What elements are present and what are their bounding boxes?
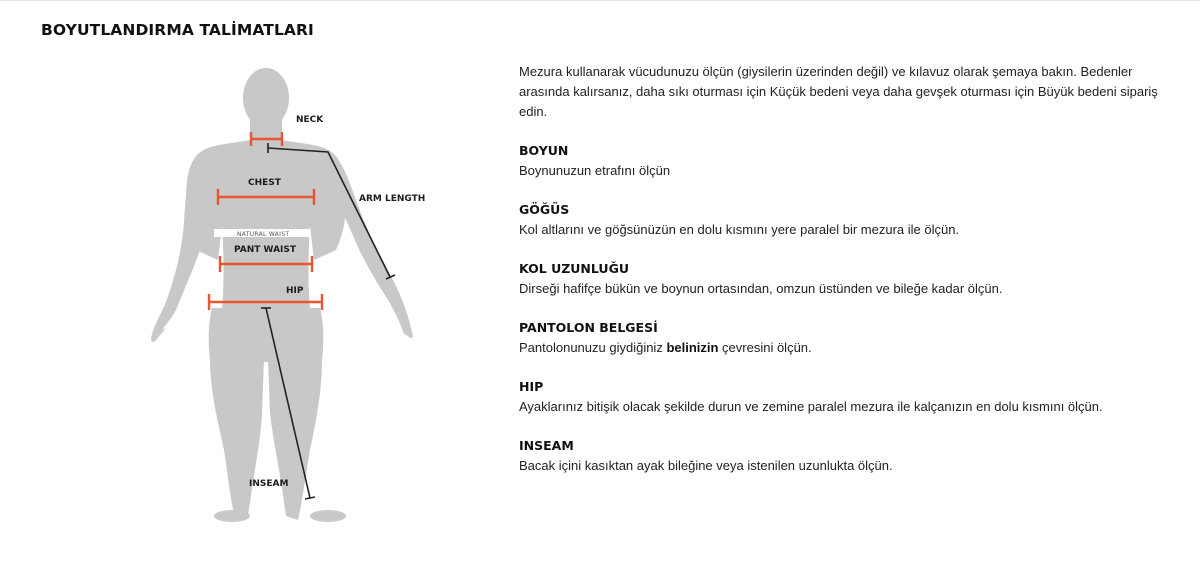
section-title: HIP <box>519 379 544 394</box>
section-arm-length <box>519 259 1159 299</box>
section-title: INSEAM <box>519 438 574 453</box>
neck-label: NECK <box>296 115 324 125</box>
section-text: Bacak içini kasıktan ayak bileğine veya istenilen uzunlukta ölçün. <box>519 458 893 473</box>
section-neck <box>519 141 1159 181</box>
section-chest <box>519 200 1159 240</box>
top-divider <box>0 0 1200 1</box>
hip-label: HIP <box>286 286 304 296</box>
instructions-content <box>519 62 1159 495</box>
section-title: PANTOLON BELGESİ <box>519 320 658 335</box>
natural-waist-label: NATURAL WAIST <box>237 231 290 238</box>
chest-label: CHEST <box>248 178 281 188</box>
section-text: Ayaklarınız bitişik olacak şekilde durun ve zemine paralel mezura ile kalçanızın en dolu kısmını ölçün. <box>519 399 1103 414</box>
section-title: GÖĞÜS <box>519 202 570 217</box>
section-hip <box>519 377 1159 417</box>
section-title: BOYUN <box>519 143 569 158</box>
section-pant-waist <box>519 318 1159 358</box>
section-text <box>519 338 1159 358</box>
arm-length-label: ARM LENGTH <box>359 194 426 204</box>
section-text-bold: belinizin <box>666 340 719 355</box>
section-text-part: çevresini ölçün. <box>718 340 812 355</box>
section-title: KOL UZUNLUĞU <box>519 261 629 276</box>
section-text-part: Pantolonunuzu giydiğiniz <box>519 340 667 355</box>
inseam-label: INSEAM <box>249 479 289 489</box>
page-title: BOYUTLANDIRMA TALİMATLARI <box>41 21 314 39</box>
section-text: Boynunuzun etrafını ölçün <box>519 163 671 178</box>
intro-text: Mezura kullanarak vücudunuzu ölçün (giysilerin üzerinden değil) ve kılavuz olarak şemaya bakın. Bedenler arasında kalırsanız, daha sıkı oturması için Küçük bedeni veya daha gevşek oturması için Büyük bedeni sipariş edin. <box>519 64 1158 119</box>
pant-waist-label: PANT WAIST <box>234 245 296 255</box>
body-measurement-diagram <box>150 62 440 532</box>
section-inseam <box>519 436 1159 476</box>
section-text: Dirseği hafifçe bükün ve boynun ortasından, omzun üstünden ve bileğe kadar ölçün. <box>519 281 1003 296</box>
section-text: Kol altlarını ve göğsünüzün en dolu kısmını yere paralel bir mezura ile ölçün. <box>519 222 960 237</box>
